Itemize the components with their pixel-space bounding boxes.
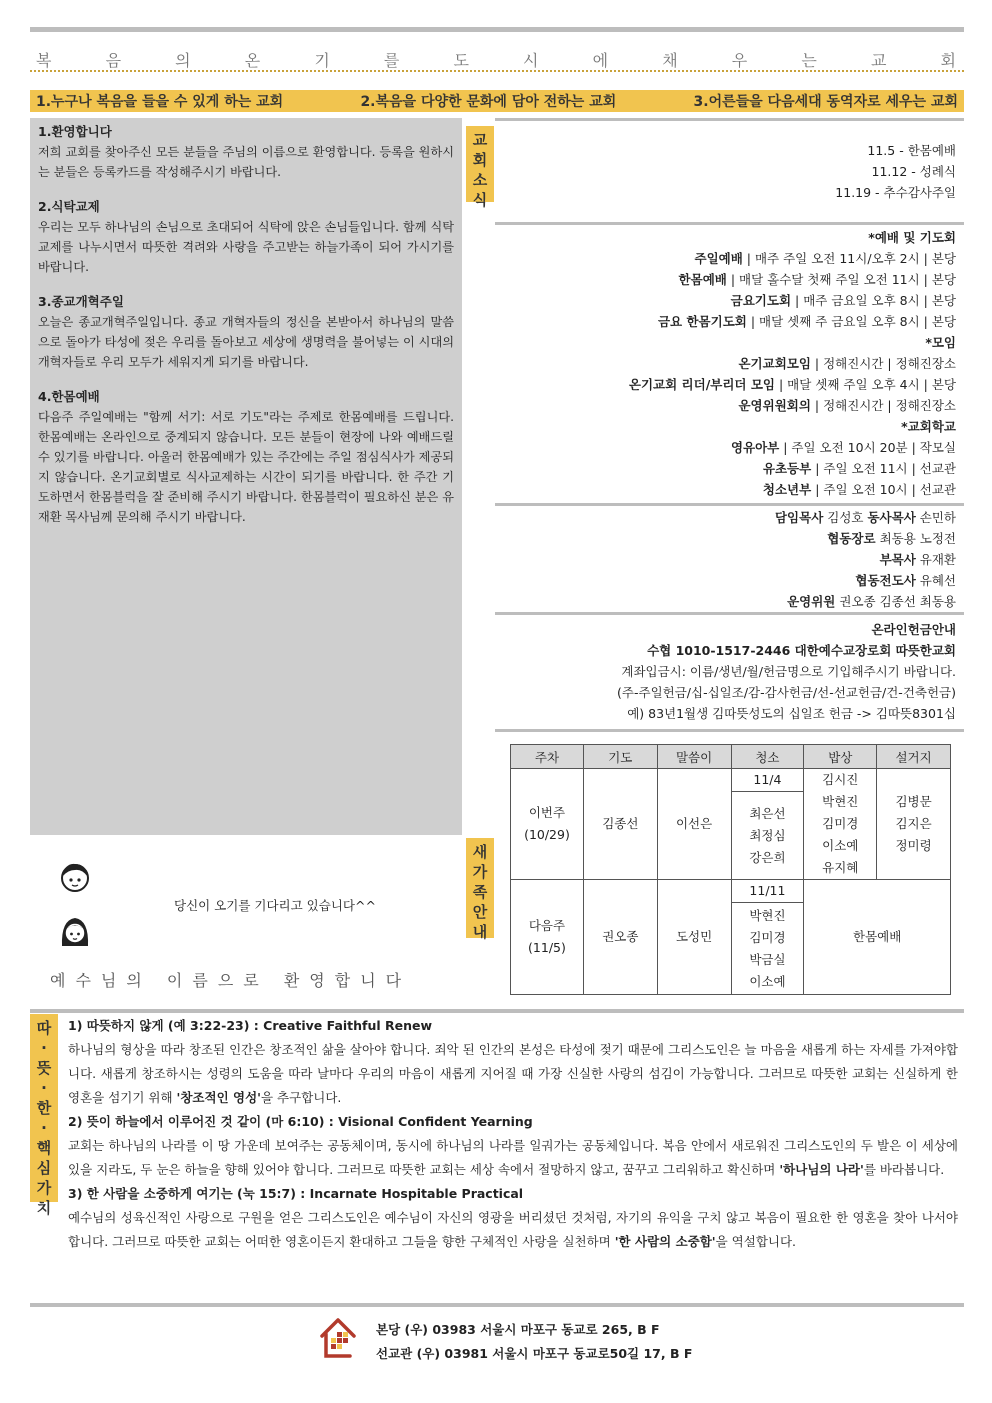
staff-item: 운영위원 권오종 김종선 최동용 <box>787 594 956 609</box>
badge-text: 새 가 족 안 내 <box>472 843 488 941</box>
worship-item: 한몸예배 | 매달 홀수달 첫째 주일 오전 11시 | 본당 <box>678 272 956 287</box>
section-rule <box>30 1303 964 1307</box>
core-value-body: 예수님의 성육신적인 사랑으로 구원을 얻은 그리스도인은 예수님이 자신의 영광을 버리셨던 것처럼, 자기의 유익을 구치 않고 복음이 필요한 한 영혼을 찾아 나서야 합니다. 그러므로 따뜻한 교회는 어떠한 영혼이든지 환대하고 그들을 향한 구체적인 사랑을 실천하며 '한 사람의 소중함'을 역설합니다. <box>68 1210 958 1249</box>
meeting-item: 온기교회모임 | 정해진시간 | 정해진장소 <box>738 356 956 371</box>
table-header: 설거지 <box>877 745 951 769</box>
motto-char: 우 <box>731 51 750 70</box>
footer-main-address: 본당 (우) 03983 서울시 마포구 동교로 265, B F <box>376 1322 660 1337</box>
table-header: 밥상 <box>804 745 877 769</box>
new-family-badge <box>466 838 494 941</box>
prayer-cell: 김종선 <box>583 769 657 880</box>
vision-item: 3.어른들을 다음세대 동역자로 세우는 교회 <box>693 94 958 110</box>
motto-char: 시 <box>523 51 541 70</box>
core-value-body: 교회는 하나님의 나라를 이 땅 가운데 보여주는 공동체이며, 동시에 하나님의 나라를 일궈가는 공동체입니다. 복음 안에서 새로워진 그리스도인의 두 발은 이 세상에 있을 지라도, 두 눈은 하늘을 향해 있어야 합니다. 그러므로 따뜻한 교회는 세상 속에서 절망하지 않고, 꿈꾸고 그리워하고 확신하며 '하나님의 나라'를 바라봅니다. <box>68 1138 958 1177</box>
motto-char: 복 <box>36 51 54 70</box>
church-logo-icon <box>318 1316 358 1362</box>
core-value-title: 1) 따뜻하지 않게 (예 3:22-23) : Creative Faithful Renew <box>68 1018 433 1033</box>
motto-char: 기 <box>314 51 332 70</box>
vision-item: 1.누구나 복음을 들을 수 있게 하는 교회 <box>36 94 284 110</box>
reader-cell: 도성민 <box>657 880 731 995</box>
table-header: 청소 <box>731 745 804 769</box>
meeting-item: 운영위원회의 | 정해진시간 | 정해진장소 <box>738 398 956 413</box>
table-row <box>511 769 951 792</box>
vision-item: 2.복음을 다양한 문화에 담아 전하는 교회 <box>360 94 617 110</box>
offering-note: 계좌입금시: 이름/생년/월/헌금명으로 기입해주시기 바랍니다. <box>621 664 956 679</box>
section-rule <box>495 222 964 225</box>
vision-banner <box>30 90 964 112</box>
notice-body: 다음주 주일예배는 "함께 서기: 서로 기도"라는 주제로 한몸예배를 드립니다. 한몸예배는 온라인으로 중계되지 않습니다. 모든 분들이 현장에 나와 예배드릴 수 있기를 바랍니다. 아울러 한몸예배가 있는 주간에는 주일 점심식사가 제공되지 않습니다. 온기교회별로 식사교제하는 시간이 되기를 바랍니다. 한 주간 기도하면서 한몸블럭을 잘 준비해 주시기 바랍니다. 한몸블럭이 필요하신 분은 유재환 목사님께 문의해 주시기 바랍니다. <box>38 410 454 524</box>
worship-item: 주일예배 | 매주 주일 오전 11시/오후 2시 | 본당 <box>694 251 956 266</box>
table-header-row <box>511 745 951 769</box>
section-rule <box>495 729 964 732</box>
worship-info <box>495 227 964 500</box>
boy-face-icon <box>60 860 90 894</box>
offering-title: 온라인헌금안내 <box>871 622 956 637</box>
staff-item: 협동전도사 유혜선 <box>855 573 956 588</box>
motto-char: 회 <box>940 51 958 70</box>
schedule-item: 11.19 - 추수감사주일 <box>835 185 956 200</box>
motto-char: 에 <box>592 51 611 70</box>
core-values <box>68 1014 958 1254</box>
clean-cell: 박현진 김미경 박금실 이소예 <box>731 903 804 995</box>
staff-list <box>495 507 964 612</box>
top-rule <box>30 27 964 32</box>
core-value-body: 하나님의 형상을 따라 창조된 인간은 창조적인 삶을 살아야 합니다. 죄악 된 인간의 본성은 타성에 젖기 때문에 그리스도인은 늘 마음을 새롭게 하는 자세를 가져야합니다. 새롭게 창조하시는 성령의 도움을 따라 날마다 우리의 마음이 새롭게 지어질 때 가장 신실한 사랑의 섬김이 가능합니다. 그러므로 따뜻한 교회는 신실하게 한 영혼을 섬기기 위해 '창조적인 영성'을 추구합니다. <box>68 1042 959 1105</box>
motto-char: 의 <box>175 51 193 70</box>
core-value-title: 3) 한 사람을 소중하게 여기는 (눅 15:7) : Incarnate Hospitable Practical <box>68 1186 524 1201</box>
worship-item: 금요 한몸기도회 | 매달 셋째 주 금요일 오후 8시 | 본당 <box>657 314 956 329</box>
table-header: 주차 <box>511 745 584 769</box>
offering-note: (주-주일헌금/십-십일조/감-감사헌금/선-선교헌금/건-건축헌금) <box>617 685 956 700</box>
reader-cell: 이선은 <box>657 769 731 880</box>
notice-title: 4.한몸예배 <box>38 389 100 404</box>
worship-heading: *예배 및 기도회 <box>868 230 956 245</box>
dish-cell: 김병문 김지은 정미령 <box>877 769 951 880</box>
section-rule <box>495 503 964 506</box>
section-rule <box>495 118 964 121</box>
staff-item: 부목사 유재환 <box>879 552 956 567</box>
meal-cell: 김시진 박현진 김미경 이소예 유지혜 <box>804 769 877 880</box>
section-rule <box>495 612 964 615</box>
motto-char: 를 <box>383 51 402 70</box>
offering-note: 예) 83년1월생 김따뜻성도의 십일조 헌금 -> 김따뜻8301십 <box>627 706 956 721</box>
meal-dish-cell: 한몸예배 <box>804 880 951 995</box>
table-header: 말씀이 <box>657 745 731 769</box>
clean-date-cell: 11/11 <box>731 880 804 903</box>
notice-body: 오늘은 종교개혁주일입니다. 종교 개혁자들의 정신을 본받아서 하나님의 말씀으로 돌아가 타성에 젖은 우리를 돌아보고 세상에 생명력을 불어넣는 이 시대의 개혁자들로 우리 모두가 세워지게 되기를 바랍니다. <box>38 315 454 369</box>
notices-panel <box>30 118 462 835</box>
week-cell: 이번주 (10/29) <box>511 769 584 880</box>
table-row <box>511 880 951 903</box>
notice-title: 1.환영합니다 <box>38 124 112 139</box>
girl-face-icon <box>60 914 90 948</box>
schedule-list <box>495 140 964 203</box>
meeting-heading: *모임 <box>925 335 956 350</box>
motto-char: 음 <box>105 51 124 70</box>
welcome-banner: 예수님의 이름으로 환영합니다 <box>50 971 412 990</box>
table-header: 기도 <box>583 745 657 769</box>
motto-char: 온 <box>244 51 263 70</box>
core-value-title: 2) 뜻이 하늘에서 이루어진 것 같이 (마 6:10) : Visional Confident Yearning <box>68 1114 533 1129</box>
motto-char: 는 <box>801 51 819 70</box>
motto-char: 채 <box>662 51 680 70</box>
badge-text: 교 회 소 식 <box>472 131 488 209</box>
schedule-item: 11.12 - 성례식 <box>871 164 956 179</box>
badge-text: 따 · 뜻 · 한 · 핵 심 가 치 <box>36 1019 52 1217</box>
footer-annex-address: 선교관 (우) 03981 서울시 마포구 동교로50길 17, B F <box>376 1346 693 1361</box>
church-motto <box>30 48 964 72</box>
week-cell: 다음주 (11/5) <box>511 880 584 995</box>
staff-item: 담임목사 김성호 동사목사 손민하 <box>774 510 956 525</box>
schedule-item: 11.5 - 한몸예배 <box>867 143 956 158</box>
school-heading: *교회학교 <box>901 419 956 434</box>
school-item: 청소년부 | 주일 오전 10시 | 선교관 <box>762 482 956 497</box>
motto-char: 도 <box>453 51 471 70</box>
notice-body: 우리는 모두 하나님의 손님으로 초대되어 식탁에 앉은 손님들입니다. 함께 식탁교제를 나누시면서 따뜻한 격려와 사랑을 주고받는 하늘가족이 되어 가시기를 바랍니다. <box>38 220 454 274</box>
clean-date-cell: 11/4 <box>731 769 804 792</box>
offering-info <box>495 619 964 724</box>
notice-title: 3.종교개혁주일 <box>38 294 124 309</box>
core-values-badge <box>30 1014 58 1217</box>
section-rule <box>30 1009 964 1013</box>
offering-account: 수협 1010-1517-2446 대한예수교장로회 따뜻한교회 <box>647 643 956 658</box>
clean-cell: 최은선 최정심 강은희 <box>731 792 804 880</box>
notice-title: 2.식탁교제 <box>38 199 100 214</box>
school-item: 영유아부 | 주일 오전 10시 20분 | 작모실 <box>730 440 956 455</box>
worship-item: 금요기도회 | 매주 금요일 오후 8시 | 본당 <box>730 293 956 308</box>
church-news-badge <box>466 126 494 209</box>
duty-table <box>510 744 951 995</box>
school-item: 유초등부 | 주일 오전 11시 | 선교관 <box>762 461 956 476</box>
meeting-item: 온기교회 리더/부리더 모임 | 매달 셋째 주일 오후 4시 | 본당 <box>628 377 956 392</box>
notice-body: 저희 교회를 찾아주신 모든 분들을 주님의 이름으로 환영합니다. 등록을 원하시는 분들은 등록카드를 작성해주시기 바랍니다. <box>38 145 454 179</box>
staff-item: 협동장로 최동용 노정전 <box>827 531 956 546</box>
welcome-message: 당신이 오기를 기다리고 있습니다^^ <box>174 898 376 913</box>
welcome-area <box>30 840 462 1000</box>
prayer-cell: 권오종 <box>583 880 657 995</box>
motto-char: 교 <box>870 51 889 70</box>
